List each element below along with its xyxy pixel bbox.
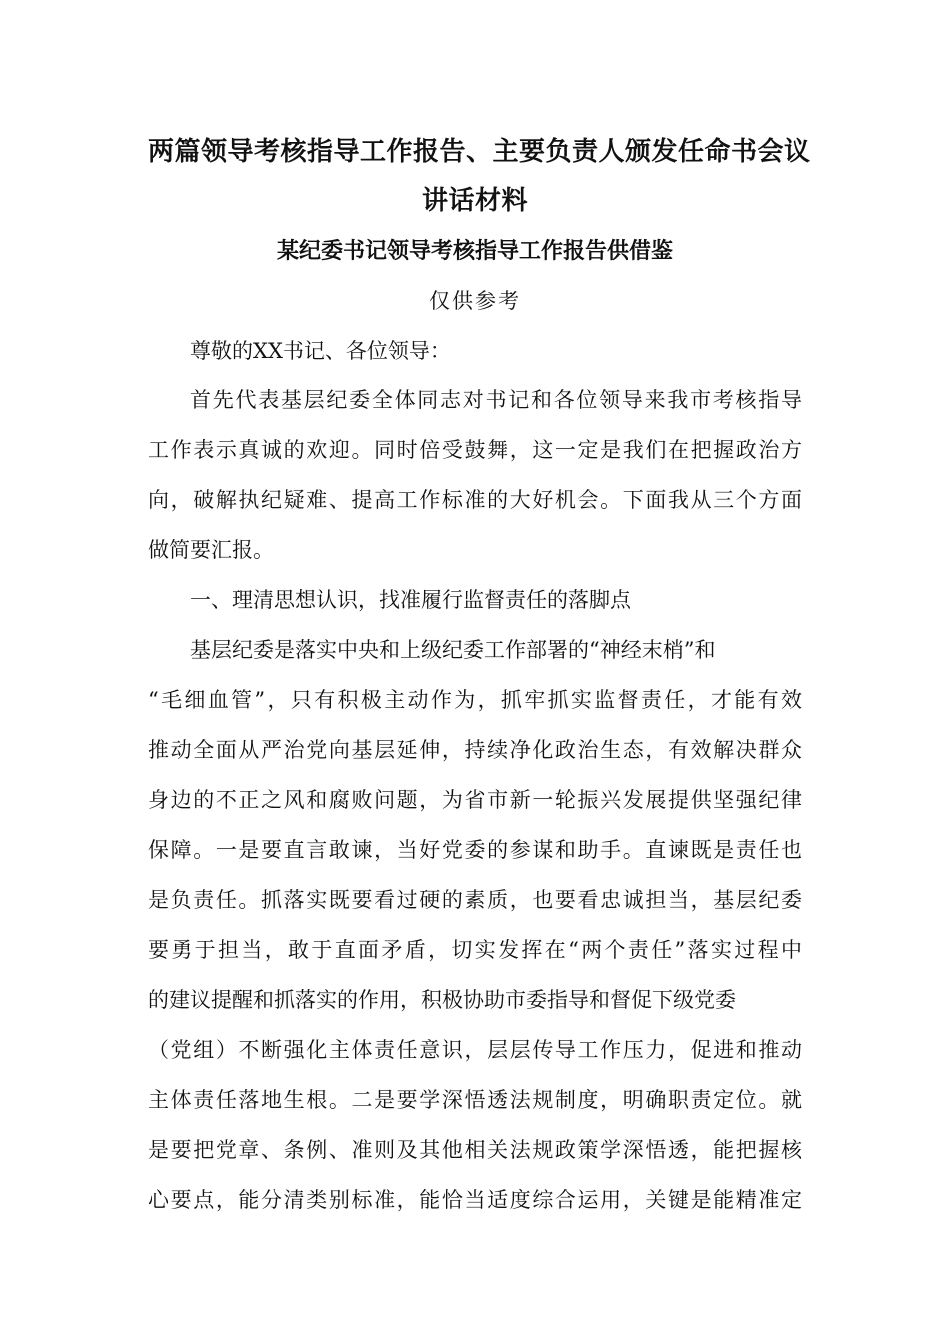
body-text-line: 保障。一是要直言敢谏，当好党委的参谋和助手。直谏既是责任也 (148, 838, 802, 862)
body-text-line: 身边的不正之风和腐败问题，为省市新一轮振兴发展提供坚强纪律 (148, 788, 802, 812)
body-text-line: 心要点，能分清类别标准，能恰当适度综合运用，关键是能精准定 (148, 1188, 802, 1212)
body-text-line: “毛细血管”，只有积极主动作为，抓牢抓实监督责任，才能有效 (148, 688, 802, 712)
body-text-line: 向，破解执纪疑难、提高工作标准的大好机会。下面我从三个方面 (148, 488, 802, 512)
body-text-line: 推动全面从严治党向基层延伸，持续净化政治生态，有效解决群众 (148, 738, 802, 762)
salutation: 尊敬的XX书记、各位领导： (190, 339, 451, 363)
document-title-line-1: 两篇领导考核指导工作报告、主要负责人颁发任命书会议 (148, 137, 811, 167)
reference-note: 仅供参考 (429, 289, 521, 313)
document-title-line-2: 讲话材料 (421, 186, 528, 216)
body-text-line: 的建议提醒和抓落实的作用，积极协助市委指导和督促下级党委 (148, 988, 736, 1012)
body-text-line: 做简要汇报。 (148, 538, 274, 562)
body-text-line: 要勇于担当，敢于直面矛盾，切实发挥在“两个责任”落实过程中 (148, 938, 802, 962)
document-subtitle: 某纪委书记领导考核指导工作报告供借鉴 (276, 238, 673, 264)
body-text-line: 是负责任。抓落实既要看过硬的素质，也要看忠诚担当，基层纪委 (148, 888, 802, 912)
body-text-line: （党组）不断强化主体责任意识，层层传导工作压力，促进和推动 (148, 1038, 802, 1062)
body-text-line: 基层纪委是落实中央和上级纪委工作部署的“神经末梢”和 (190, 638, 716, 662)
section-heading: 一、理清思想认识，找准履行监督责任的落脚点 (190, 588, 631, 612)
body-text-line: 首先代表基层纪委全体同志对书记和各位领导来我市考核指导 (190, 388, 802, 412)
body-text-line: 是要把党章、条例、准则及其他相关法规政策学深悟透，能把握核 (148, 1138, 802, 1162)
body-text-line: 主体责任落地生根。二是要学深悟透法规制度，明确职责定位。就 (148, 1088, 802, 1112)
body-text-line: 工作表示真诚的欢迎。同时倍受鼓舞，这一定是我们在把握政治方 (148, 438, 802, 462)
